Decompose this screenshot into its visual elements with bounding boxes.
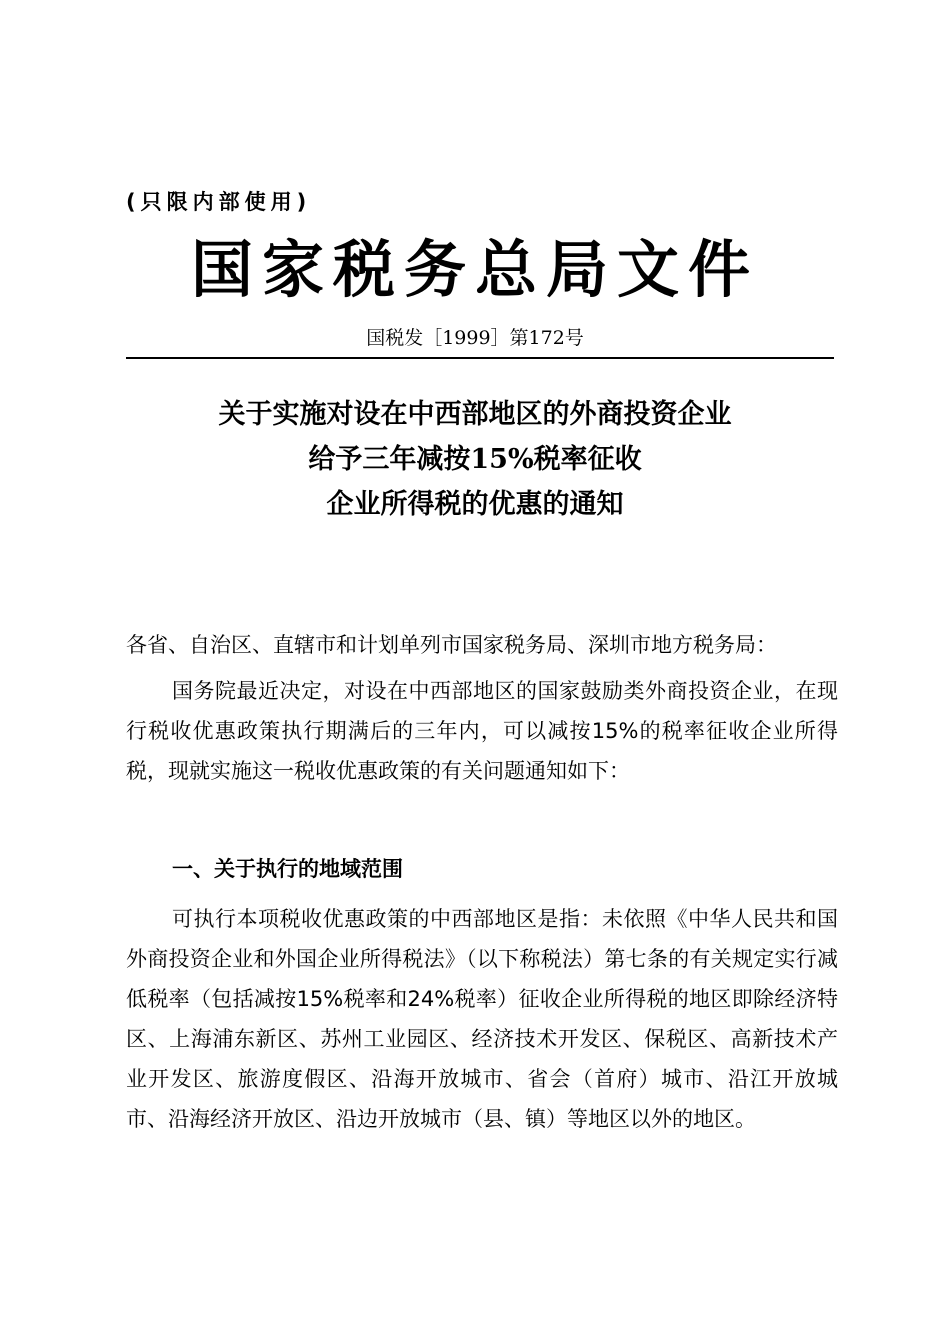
notice-title-line-3: 企业所得税的优惠的通知 [326, 489, 624, 520]
document-number: 国税发［1999］第172号 [366, 327, 584, 349]
section-heading-1: 一、关于执行的地域范围 [172, 857, 403, 881]
header-divider [126, 357, 834, 359]
notice-title-line-1: 关于实施对设在中西部地区的外商投资企业 [218, 399, 732, 430]
notice-title [0, 392, 950, 527]
section-1-paragraph: 可执行本项税收优惠政策的中西部地区是指：未依照《中华人民共和国外商投资企业和外国企业所得税法》（以下称税法）第七条的有关规定实行减低税率（包括减按15%税率和24%税率）征收企业所得税的地区即除经济特区、上海浦东新区、苏州工业园区、经济技术开发区、保税区、高新技术产业开发区、旅游度假区、沿海开放城市、省会（首府）城市、沿江开放城市、沿海经济开放区、沿边开放城市（县、镇）等地区以外的地区。 [126, 907, 838, 1131]
intro-paragraph: 国务院最近决定，对设在中西部地区的国家鼓励类外商投资企业，在现行税收优惠政策执行期满后的三年内，可以减按15%的税率征收企业所得税，现就实施这一税收优惠政策的有关问题通知如下： [126, 679, 838, 783]
issuer-header-title: 国家税务总局文件 [190, 233, 759, 306]
restricted-use-label: (只限内部使用) [126, 190, 312, 214]
notice-title-line-2: 给予三年减按15%税率征收 [308, 444, 642, 475]
addressee-line: 各省、自治区、直辖市和计划单列市国家税务局、深圳市地方税务局： [126, 633, 777, 657]
